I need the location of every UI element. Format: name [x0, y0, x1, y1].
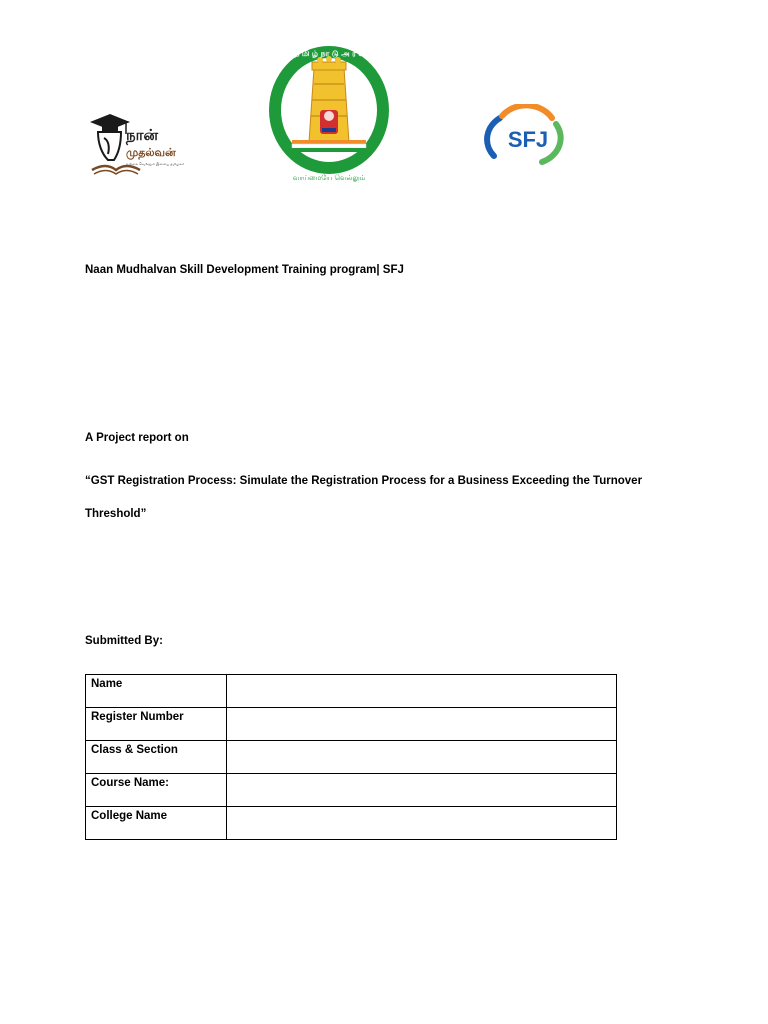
naan-mudhalvan-logo-graphic [88, 110, 200, 182]
naan-mudhalvan-logo [88, 110, 200, 182]
course-name-label: Course Name: [86, 774, 227, 807]
tagline-text: உலகை வெல்லும் இளைய தமிழகம் [126, 162, 185, 166]
report-intro: A Project report on [85, 432, 189, 444]
mudhalvan-text: முதல்வன் [126, 146, 176, 159]
sfj-logo-graphic [480, 104, 574, 174]
emblem-motto-text: வாய்மையே வெல்லும் [292, 174, 366, 182]
class-section-label: Class & Section [86, 741, 227, 774]
table-row [86, 807, 617, 840]
tamil-nadu-emblem-graphic [264, 44, 394, 184]
table-row [86, 675, 617, 708]
register-number-label: Register Number [86, 708, 227, 741]
emblem-arc-text: த மி ழ் நா டு அ ர சு [294, 49, 364, 58]
table-row [86, 741, 617, 774]
college-name-value [227, 807, 617, 840]
class-section-value [227, 741, 617, 774]
name-label: Name [86, 675, 227, 708]
report-title-line-1: “GST Registration Process: Simulate the Registration Process for a Business Exceeding the Turnover [85, 475, 643, 487]
program-line: Naan Mudhalvan Skill Development Training program| SFJ [85, 264, 404, 276]
course-name-value [227, 774, 617, 807]
name-value [227, 675, 617, 708]
tamil-nadu-emblem [264, 44, 394, 184]
table-row [86, 708, 617, 741]
sfj-text: SFJ [507, 127, 549, 152]
student-details-table [85, 674, 617, 840]
register-number-value [227, 708, 617, 741]
submitted-by-label: Submitted By: [85, 635, 163, 647]
college-name-label: College Name [86, 807, 227, 840]
sfj-logo [480, 104, 574, 174]
report-title-line-2: Threshold” [85, 508, 147, 520]
table-row [86, 774, 617, 807]
naan-text: நான் [126, 126, 159, 144]
